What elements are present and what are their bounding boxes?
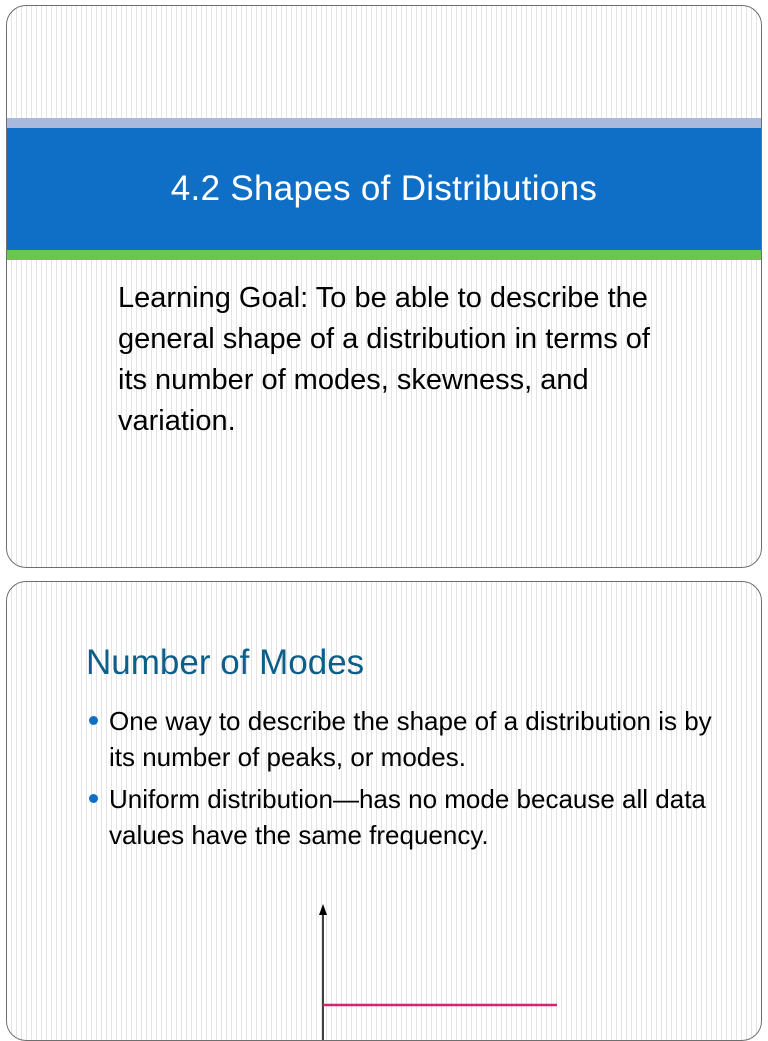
title-band [7,128,761,250]
uniform-distribution-sketch [307,902,577,1041]
slide-shapes-of-distributions [6,5,762,568]
bullet-text: Uniform distribution—has no mode because all data values have the same frequency. [109,784,706,850]
title-bottom-accent-strip [7,250,761,260]
bullet-item [87,703,727,775]
slide-number-of-modes [6,581,762,1041]
slide-title: 4.2 Shapes of Distributions [170,169,598,208]
bullet-list [87,703,727,859]
learning-goal-text: Learning Goal: To be able to describe the general shape of a distribution in terms of its number of modes, skewness, and variation. [118,282,650,437]
bullet-text: One way to describe the shape of a distribution is by its number of peaks, or modes. [109,706,712,772]
y-axis-arrowhead-icon [319,904,327,915]
title-top-accent-strip [7,118,761,128]
bullet-dot-icon [89,716,98,725]
bullet-item [87,781,727,853]
slide-heading: Number of Modes [86,643,365,682]
bullet-dot-icon [89,794,98,803]
